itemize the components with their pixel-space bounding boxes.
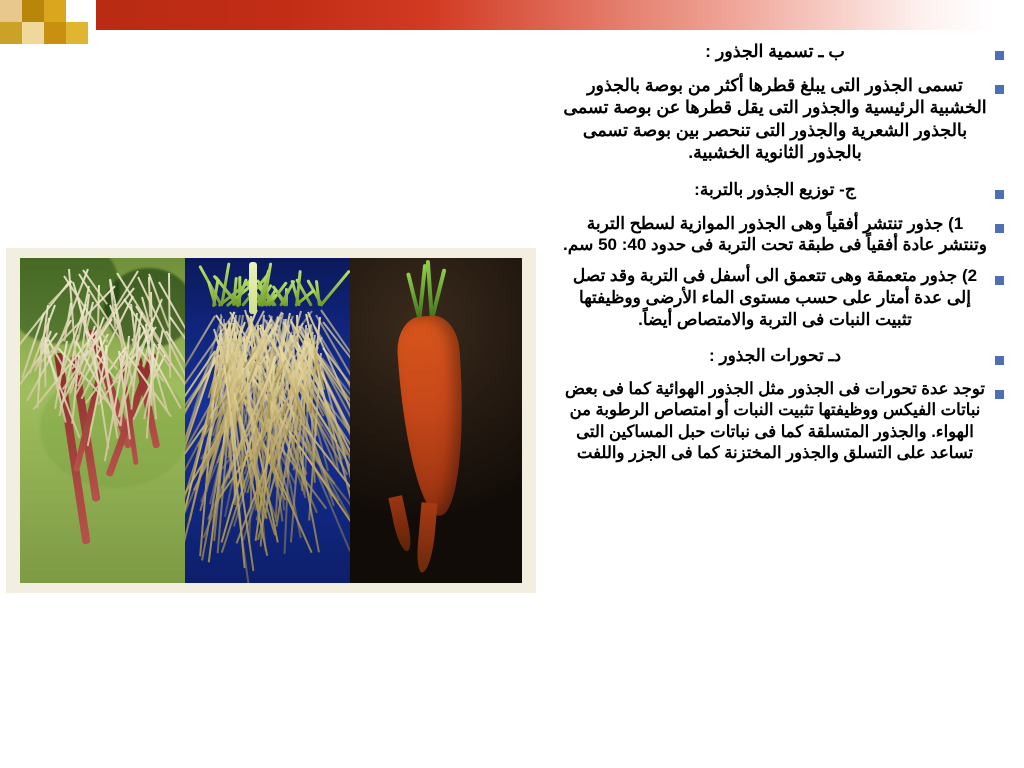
decor-square-3 <box>22 0 44 22</box>
decor-square-4 <box>44 0 66 22</box>
bullet-item <box>562 265 1010 330</box>
red-gradient-band <box>0 0 1024 30</box>
decor-square-5 <box>22 22 44 44</box>
bullet-marker-icon <box>988 379 1010 404</box>
list-item-deep-roots: 2) جذور متعمقة وهى تتعمق الى أسفل فى التربة وقد تصل إلى عدة أمتار على حسب مستوى الماء الأرضى ووظيفتها تثبيت النبات فى التربة والامتصاص أيضاً. <box>572 266 978 329</box>
bullet-item <box>562 40 1010 65</box>
fibrous-root-mass <box>193 310 343 555</box>
heading-modifications: دـ تحورات الجذور : <box>708 346 842 366</box>
adventitious-root-panel <box>20 258 185 583</box>
decor-square-1 <box>0 0 22 22</box>
bullet-marker-icon <box>988 74 1010 99</box>
bullet-item <box>562 179 1010 204</box>
bullet-marker-icon <box>988 179 1010 204</box>
heading-naming: ب ـ تسمية الجذور : <box>705 41 845 61</box>
bullet-marker-icon <box>988 345 1010 370</box>
bullet-item <box>562 345 1010 370</box>
decor-square-6 <box>44 22 66 44</box>
plant-shoots <box>207 258 327 306</box>
plant-stem <box>249 262 257 314</box>
decor-square-7 <box>66 22 88 44</box>
bullet-item <box>562 379 1010 463</box>
heading-distribution: ج- توزيع الجذور بالتربة: <box>694 179 856 199</box>
bullet-item <box>562 213 1010 257</box>
slide-text-column <box>562 40 1010 473</box>
carrot-body <box>395 314 471 518</box>
roots-figure-panels <box>20 258 522 583</box>
bullet-marker-icon <box>988 265 1010 290</box>
bullet-marker-icon <box>988 40 1010 65</box>
paragraph-modifications: توجد عدة تحورات فى الجذور مثل الجذور الهوائية كما فى بعض نباتات الفيكس ووظيفتها تثبيت النبات أو امتصاص الرطوبة من الهواء. والجذور المتسلقة كما فى نباتات حبل المساكين التى تساعد على التسلق والجذور المختزنة كما فى الجزر واللفت <box>564 380 986 462</box>
bullet-item <box>562 74 1010 164</box>
paragraph-naming: تسمى الجذور التى يبلغ قطرها أكثر من بوصة بالجذور الخشبية الرئيسية والجذور التى يقل قطرها عن بوصة تسمى بالجذور الشعرية والجذور التى تنحصر بين بوصة تسمى بالجذور الثانوية الخشبية. <box>563 75 987 163</box>
carrot-taproot-panel <box>350 258 522 583</box>
decor-square-2 <box>0 22 22 44</box>
fibrous-root-panel <box>185 258 350 583</box>
list-item-horizontal-roots: 1) جذور تنتشر أفقياً وهى الجذور الموازية لسطح التربة وتنتشر عادة أفقياً فى طبقة تحت التربة فى حدود 40: 50 سم. <box>563 213 987 255</box>
roots-figure <box>6 248 536 593</box>
bullet-marker-icon <box>988 213 1010 238</box>
carrot-tip <box>388 495 413 553</box>
